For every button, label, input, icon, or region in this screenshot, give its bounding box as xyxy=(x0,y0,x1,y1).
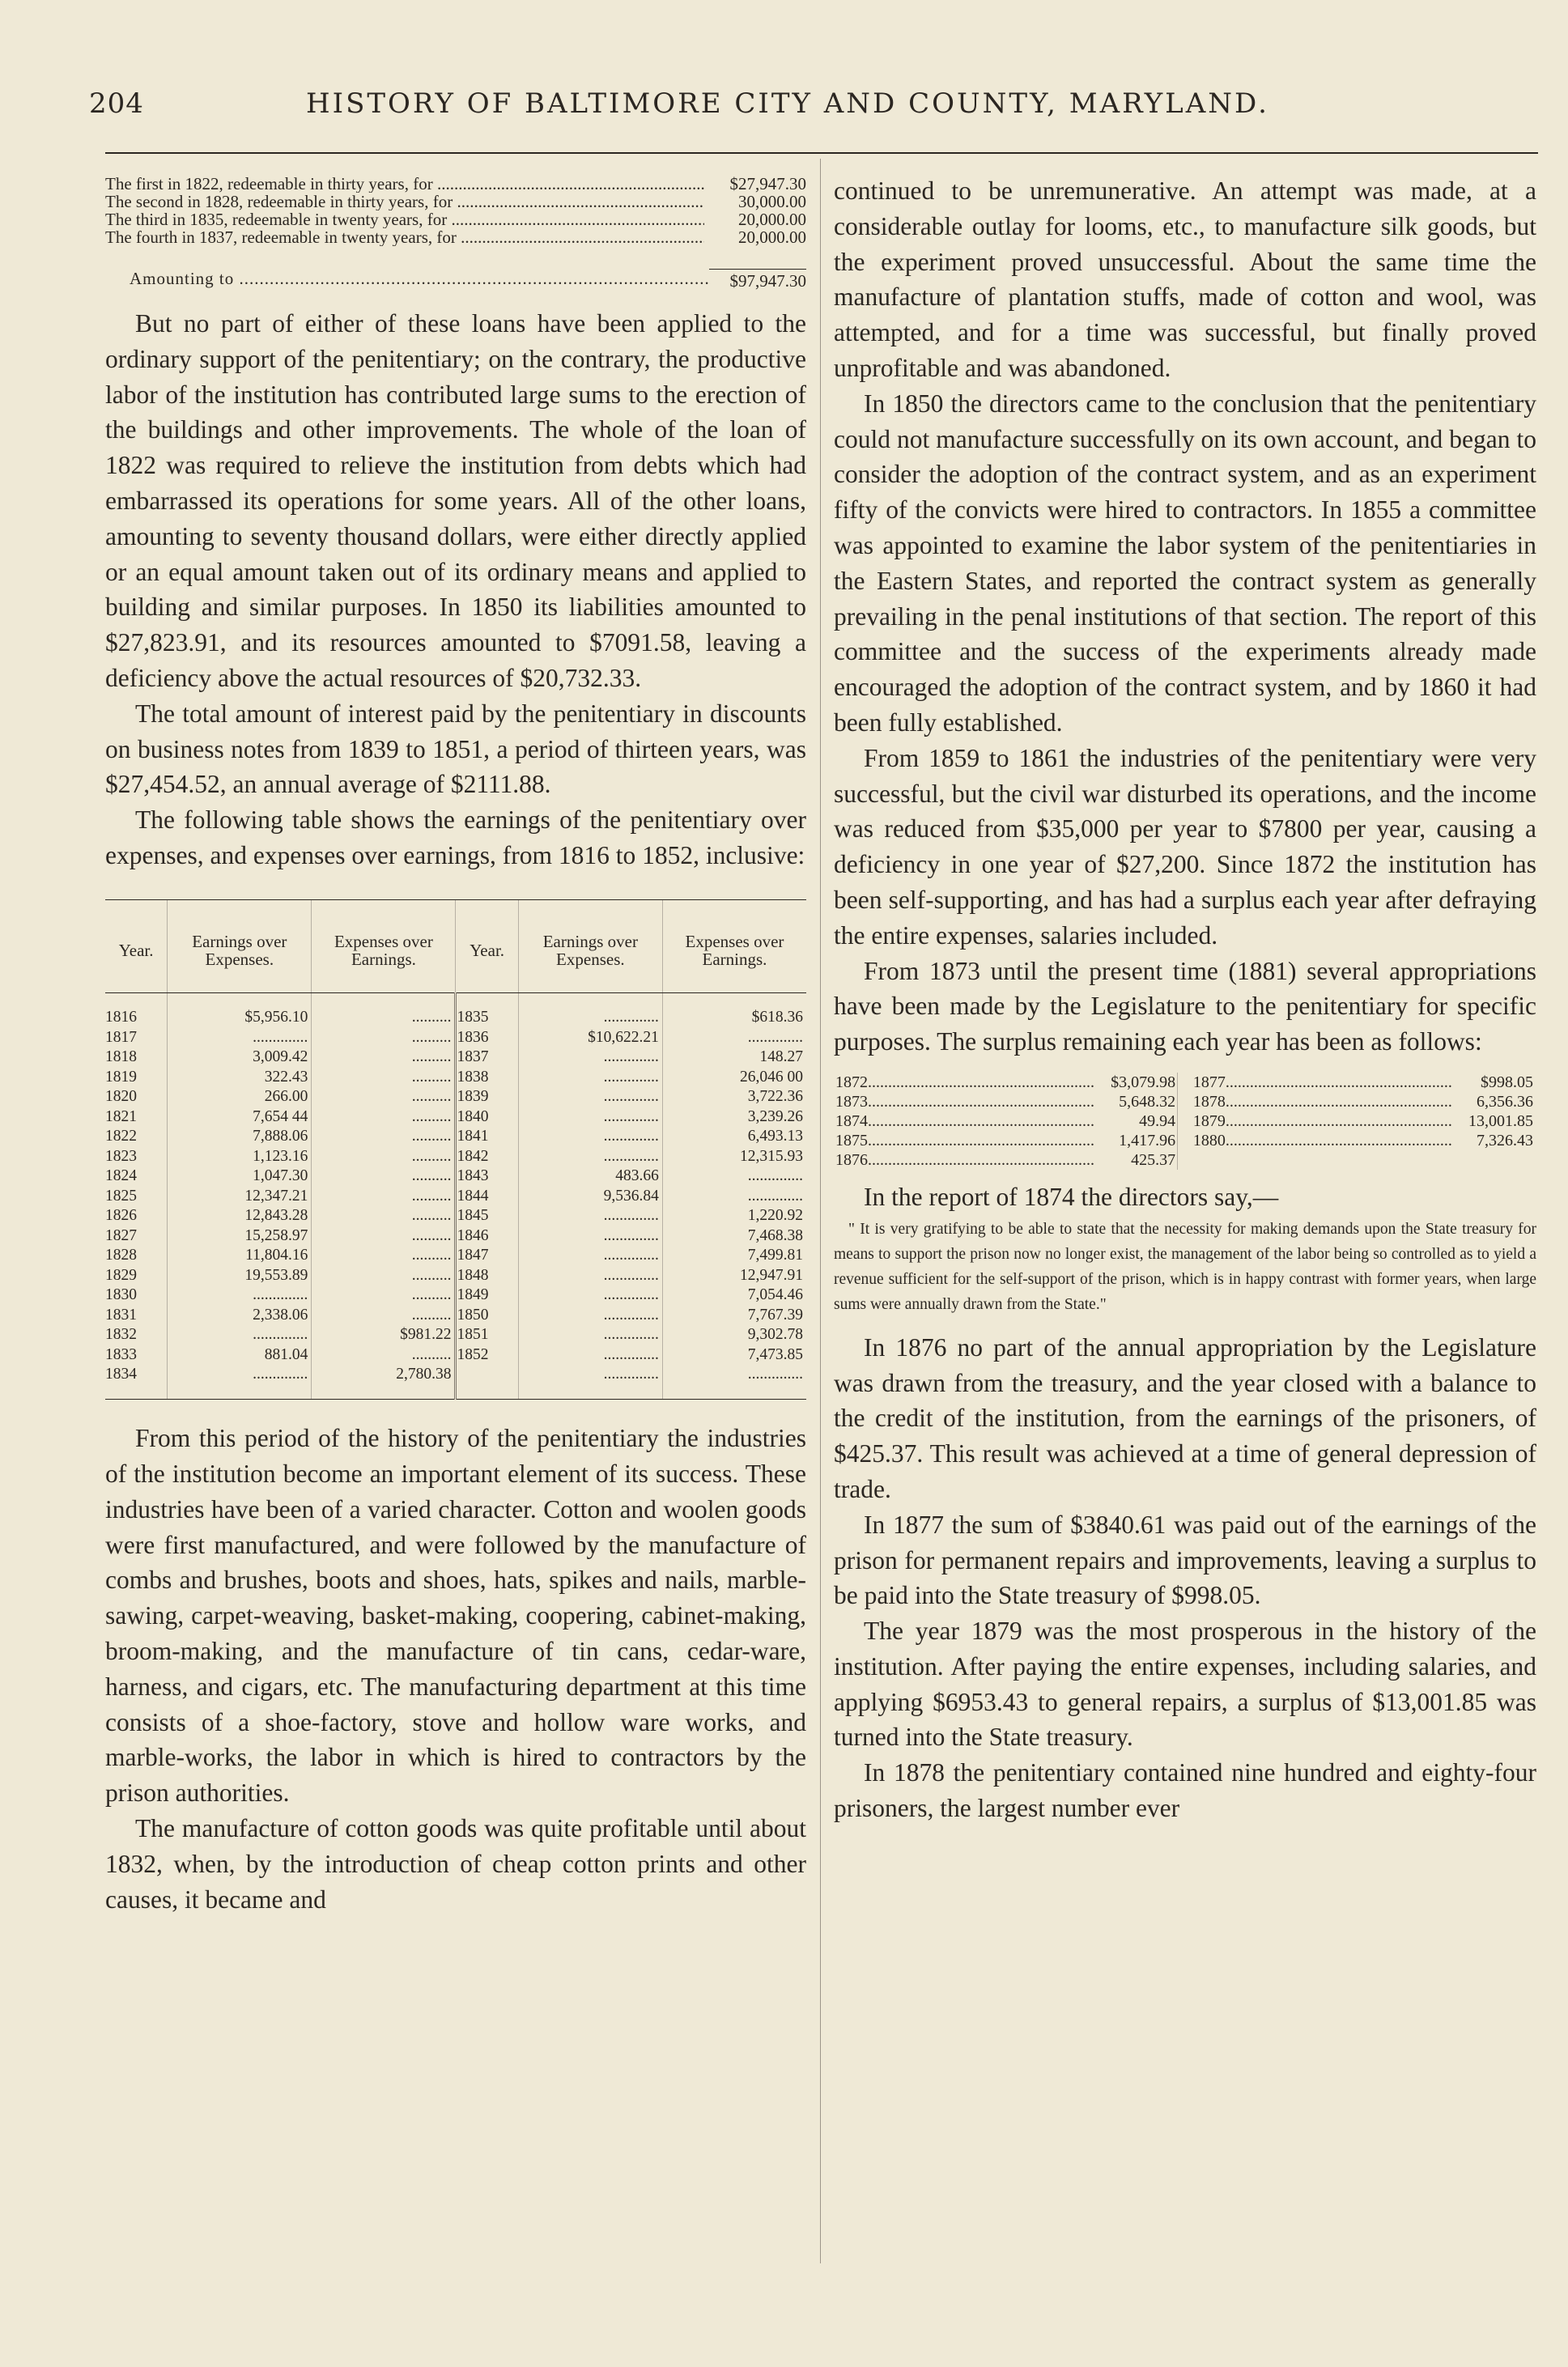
year-cell: 1841 xyxy=(456,1127,518,1147)
paragraph: But no part of either of these loans have been applied to the ordinary support of the penitentiary; on the contrary, the productive labor of the institution has contributed large sums to the erection of the buildings and other improvements. The whole of the loan of 1822 was required to relieve the institution from debts which had embarrassed its operations for some years. All of the other loans, amounting to seventy thousand dollars, were either directly applied or an equal amount taken out of its ordinary means and applied to building and similar purposes. In 1850 its liabilities amounted to $27,823.91, and its resources amounted to $7091.58, leaving a deficiency above the actual resources of $20,732.33. xyxy=(105,309,806,692)
expenses-cell: .......... xyxy=(312,1087,456,1107)
table-row xyxy=(105,1186,806,1206)
expenses-cell: .......... xyxy=(312,1067,456,1087)
year-cell: 1850 xyxy=(456,1305,518,1325)
expenses-cell: 7,473.85 xyxy=(662,1345,806,1365)
year-cell: 1843 xyxy=(456,1167,518,1187)
right-body-text-2 xyxy=(834,1179,1536,1215)
expenses-cell: $981.22 xyxy=(312,1325,456,1345)
paragraph: From this period of the history of the penitentiary the industries of the institution become an important element of its success. These industries have been of a varied character. Cotton and woolen goods were first manufactured, and were followed by the manufacture of combs and brushes, boots and shoes, hats, spikes and nails, marble-sawing, carpet-weaving, basket-making, coopering, cabinet-making, broom-making, and the manufacture of tin cans, cedar-ware, harness, and cigars, etc. The manufacturing department at this time consists of a shoe-factory, stove and hollow ware works, and marble-works, the labor in which is hired to contractors by the prison authorities. xyxy=(105,1424,806,1808)
surplus-year-cell: 1877 ..... xyxy=(1192,1073,1464,1092)
expenses-cell: 3,239.26 xyxy=(662,1107,806,1127)
column-divider xyxy=(820,159,821,2263)
col-header-expenses: Expenses over Earnings. xyxy=(662,899,806,992)
expenses-cell: .......... xyxy=(312,1127,456,1147)
table-row xyxy=(105,1127,806,1147)
earnings-table-body xyxy=(105,992,806,1400)
year-cell: 1828 xyxy=(105,1247,137,1264)
table-row xyxy=(105,1345,806,1365)
year-cell: 1818 xyxy=(105,1048,137,1065)
paragraph: From 1859 to 1861 the industries of the penitentiary were very successful, but the civil war disturbed its operations, and the income was reduced from $35,000 per year to $7800 per year, causing a deficiency in one year of $27,200. Since 1872 the institution has been self-supporting, and has had a surplus each year after defraying the entire expenses, salaries included. xyxy=(834,743,1536,950)
year-cell: 1819 xyxy=(105,1068,137,1086)
loan-amount: 30,000.00 xyxy=(738,192,806,211)
expenses-cell: .......... xyxy=(312,1027,456,1048)
surplus-amount-cell: 13,001.85 xyxy=(1468,1111,1533,1130)
year-cell: 1825 xyxy=(105,1187,137,1205)
paragraph: In 1877 the sum of $3840.61 was paid out of the earnings of the prison for permanent repairs and improvements, leaving a surplus to be paid into the State treasury of $998.05. xyxy=(834,1510,1536,1610)
earnings-cell: .............. xyxy=(518,1265,662,1285)
earnings-cell: .............. xyxy=(518,1067,662,1087)
loan-row xyxy=(105,193,806,210)
right-column xyxy=(834,162,1536,1826)
surplus-amount-cell xyxy=(1464,1150,1535,1170)
year-cell: 1833 xyxy=(105,1345,137,1363)
col-header-earnings: Earnings over Expenses. xyxy=(168,899,312,992)
table-row xyxy=(105,1365,806,1400)
paragraph: In the report of 1874 the directors say,— xyxy=(864,1182,1279,1211)
header-rule xyxy=(105,152,1538,154)
year-cell: 1832 xyxy=(105,1326,137,1343)
loan-desc: The first in 1822, redeemable in thirty years, for ..... xyxy=(105,175,704,193)
year-cell: 1836 xyxy=(456,1027,518,1048)
col-header-year: Year. xyxy=(105,899,168,992)
earnings-cell: .............. xyxy=(518,1305,662,1325)
expenses-cell: 3,722.36 xyxy=(662,1087,806,1107)
table-row xyxy=(105,1167,806,1187)
table-row xyxy=(834,1131,1535,1150)
expenses-cell: .............. xyxy=(662,1027,806,1048)
surplus-amount-cell: $998.05 xyxy=(1481,1073,1533,1091)
year-cell: 1838 xyxy=(456,1067,518,1087)
earnings-cell: .............. xyxy=(518,992,662,1027)
surplus-amount-cell: 425.37 xyxy=(1131,1150,1176,1169)
surplus-amount-cell: $3,079.98 xyxy=(1111,1073,1176,1091)
left-column xyxy=(105,162,806,1917)
earnings-cell: .............. xyxy=(518,1206,662,1226)
table-row xyxy=(105,1087,806,1107)
loan-total xyxy=(105,269,806,291)
expenses-cell: .......... xyxy=(312,1345,456,1365)
year-cell: 1849 xyxy=(456,1285,518,1306)
loan-amount: 20,000.00 xyxy=(738,227,806,247)
earnings-cell: .............. xyxy=(518,1107,662,1127)
year-cell: 1817 xyxy=(105,1028,137,1046)
loan-row xyxy=(105,228,806,246)
year-cell: 1821 xyxy=(105,1107,137,1125)
earnings-cell: .............. xyxy=(518,1226,662,1246)
expenses-cell: .......... xyxy=(312,1246,456,1266)
expenses-cell: .......... xyxy=(312,1048,456,1068)
surplus-table xyxy=(834,1073,1535,1170)
surplus-year-cell: 1879 ..... xyxy=(1192,1111,1464,1131)
table-row xyxy=(105,1107,806,1127)
surplus-year-cell: 1878 ..... xyxy=(1192,1092,1464,1111)
year-cell: 1834 xyxy=(105,1365,168,1400)
page-header xyxy=(89,87,1530,128)
right-body-text-3 xyxy=(834,1330,1536,1826)
loan-row xyxy=(105,210,806,228)
expenses-cell: .............. xyxy=(662,1365,806,1400)
paragraph: From 1873 until the present time (1881) several appropriations have been made by the Legislature to the penitentiary for specific purposes. The surplus remaining each year has been as follows: xyxy=(834,956,1536,1056)
surplus-year-cell: 1873 ..... xyxy=(834,1092,1107,1111)
surplus-year-cell xyxy=(1192,1150,1464,1170)
earnings-cell: 1,123.16 xyxy=(168,1146,312,1167)
column-separator xyxy=(1178,1131,1192,1150)
table-row xyxy=(105,1048,806,1068)
earnings-cell: 3,009.42 xyxy=(168,1048,312,1068)
expenses-cell: 26,046 00 xyxy=(662,1067,806,1087)
paragraph: The total amount of interest paid by the penitentiary in discounts on business notes from 1839 to 1851, a period of thirteen years, was $27,454.52, an annual average of $2111.88. xyxy=(105,699,806,799)
expenses-cell: 12,947.91 xyxy=(662,1265,806,1285)
earnings-cell: 2,338.06 xyxy=(168,1305,312,1325)
year-cell: 1852 xyxy=(456,1345,518,1365)
column-separator xyxy=(1178,1111,1192,1131)
table-row xyxy=(105,1067,806,1087)
earnings-cell: .............. xyxy=(518,1325,662,1345)
earnings-cell: .............. xyxy=(168,1325,312,1345)
table-row xyxy=(105,1246,806,1266)
surplus-year-cell: 1872 ..... xyxy=(834,1073,1107,1092)
table-row xyxy=(105,1325,806,1345)
earnings-cell: .............. xyxy=(518,1345,662,1365)
expenses-cell: .......... xyxy=(312,1206,456,1226)
earnings-cell: 9,536.84 xyxy=(518,1186,662,1206)
expenses-cell: 6,493.13 xyxy=(662,1127,806,1147)
table-row xyxy=(105,1305,806,1325)
year-cell: 1847 xyxy=(456,1246,518,1266)
loan-desc: The second in 1828, redeemable in thirty years, for ..... xyxy=(105,193,704,210)
year-cell: 1835 xyxy=(456,992,518,1027)
loan-amount: 20,000.00 xyxy=(738,210,806,229)
loan-desc: The third in 1835, redeemable in twenty years, for ..... xyxy=(105,210,704,228)
year-cell: 1827 xyxy=(105,1226,137,1244)
year-cell: 1851 xyxy=(456,1325,518,1345)
year-cell: 1829 xyxy=(105,1266,137,1284)
earnings-cell: .............. xyxy=(518,1048,662,1068)
year-cell: 1845 xyxy=(456,1206,518,1226)
surplus-amount-cell: 1,417.96 xyxy=(1119,1131,1176,1150)
table-row xyxy=(105,1027,806,1048)
earnings-cell: 1,047.30 xyxy=(168,1167,312,1187)
earnings-cell: 15,258.97 xyxy=(168,1226,312,1246)
earnings-cell: .............. xyxy=(518,1285,662,1306)
table-row xyxy=(834,1073,1535,1092)
expenses-cell: 7,499.81 xyxy=(662,1246,806,1266)
right-body-text xyxy=(834,173,1536,1060)
year-cell: 1831 xyxy=(105,1306,137,1324)
left-body-text xyxy=(105,306,806,873)
surplus-amount-cell: 7,326.43 xyxy=(1477,1131,1533,1150)
earnings-table xyxy=(105,899,806,1400)
expenses-cell: 12,315.93 xyxy=(662,1146,806,1167)
earnings-cell: 11,804.16 xyxy=(168,1246,312,1266)
table-row xyxy=(834,1150,1535,1170)
year-cell: 1837 xyxy=(456,1048,518,1068)
table-row xyxy=(834,1111,1535,1131)
expenses-cell: .............. xyxy=(662,1167,806,1187)
surplus-year-cell: 1876 ..... xyxy=(834,1150,1107,1170)
quote-block xyxy=(834,1217,1536,1317)
earnings-cell: .............. xyxy=(518,1087,662,1107)
table-row xyxy=(105,1146,806,1167)
column-separator xyxy=(1178,1092,1192,1111)
surplus-amount-cell: 6,356.36 xyxy=(1477,1092,1533,1111)
expenses-cell: .......... xyxy=(312,1107,456,1127)
year-cell: 1822 xyxy=(105,1128,137,1145)
earnings-cell: .............. xyxy=(168,1027,312,1048)
col-header-earnings: Earnings over Expenses. xyxy=(518,899,662,992)
earnings-cell: 266.00 xyxy=(168,1087,312,1107)
expenses-cell: 7,054.46 xyxy=(662,1285,806,1306)
year-cell: 1848 xyxy=(456,1265,518,1285)
surplus-year-cell: 1875 ..... xyxy=(834,1131,1107,1150)
column-separator xyxy=(1178,1073,1192,1092)
expenses-cell: .............. xyxy=(662,1186,806,1206)
year-cell: 1824 xyxy=(105,1167,137,1184)
earnings-cell: 322.43 xyxy=(168,1067,312,1087)
expenses-cell: .......... xyxy=(312,1305,456,1325)
earnings-cell: 7,888.06 xyxy=(168,1127,312,1147)
year-cell: 1816 xyxy=(105,1009,137,1026)
col-header-year: Year. xyxy=(456,899,518,992)
surplus-table-body xyxy=(834,1073,1535,1170)
paragraph: The following table shows the earnings of the penitentiary over expenses, and expenses over earnings, from 1816 to 1852, inclusive: xyxy=(105,805,806,869)
expenses-cell: .......... xyxy=(312,1226,456,1246)
loan-row xyxy=(105,175,806,193)
surplus-amount-cell: 5,648.32 xyxy=(1119,1092,1176,1111)
earnings-cell: 7,654 44 xyxy=(168,1107,312,1127)
earnings-cell: 12,843.28 xyxy=(168,1206,312,1226)
year-cell: 1820 xyxy=(105,1088,137,1105)
earnings-cell: .............. xyxy=(518,1246,662,1266)
expenses-cell: .......... xyxy=(312,992,456,1027)
paragraph: In 1850 the directors came to the conclusion that the penitentiary could not manufacture successfully on its own account, and began to consider the adoption of the contract system, and as an experiment fifty of the convicts were hired to contractors. In 1855 a committee was appointed to examine the labor system of the penitentiaries in the Eastern States, and reported the contract system as generally prevailing in the penal institutions of that section. The report of this committee and the success of the experiments already made encouraged the adoption of the contract system, and by 1860 it had been fully established. xyxy=(834,389,1536,737)
expenses-cell: .......... xyxy=(312,1285,456,1306)
column-separator xyxy=(1178,1150,1192,1170)
page-number: 204 xyxy=(89,87,144,120)
surplus-year-cell: 1880 ..... xyxy=(1192,1131,1464,1150)
paragraph: In 1876 no part of the annual appropriation by the Legislature was drawn from the treasury, and the year closed with a balance to the credit of the institution, from the earnings of the prisoners, of $425.37. This result was achieved at a time of general depression of trade. xyxy=(834,1332,1536,1503)
col-header-expenses: Expenses over Earnings. xyxy=(312,899,456,992)
surplus-year-cell: 1874 ..... xyxy=(834,1111,1107,1131)
earnings-cell: .............. xyxy=(518,1146,662,1167)
loan-list xyxy=(105,175,806,246)
table-row xyxy=(105,1206,806,1226)
earnings-cell: 12,347.21 xyxy=(168,1186,312,1206)
paragraph: The year 1879 was the most prosperous in the history of the institution. After paying the entire expenses, including salaries, and applying $6953.43 to general repairs, a surplus of $13,001.85 was turned into the State treasury. xyxy=(834,1617,1536,1752)
paragraph: The manufacture of cotton goods was quite profitable until about 1832, when, by the introduction of cheap cotton prints and other causes, it became and xyxy=(105,1814,806,1914)
expenses-cell: 7,767.39 xyxy=(662,1305,806,1325)
earnings-cell: .............. xyxy=(518,1127,662,1147)
year-cell: 1840 xyxy=(456,1107,518,1127)
expenses-cell: .......... xyxy=(312,1186,456,1206)
earnings-cell: 483.66 xyxy=(518,1167,662,1187)
year-cell: 1844 xyxy=(456,1186,518,1206)
year-cell xyxy=(456,1365,518,1400)
paragraph: In 1878 the penitentiary contained nine hundred and eighty-four prisoners, the largest number ever xyxy=(834,1758,1536,1823)
left-body-text-2 xyxy=(105,1421,806,1917)
expenses-cell: .......... xyxy=(312,1146,456,1167)
loan-desc: The fourth in 1837, redeemable in twenty years, for ..... xyxy=(105,228,704,246)
earnings-cell: 881.04 xyxy=(168,1345,312,1365)
loan-amount: $27,947.30 xyxy=(729,174,806,193)
year-cell: 1842 xyxy=(456,1146,518,1167)
year-cell: 1830 xyxy=(105,1286,137,1303)
year-cell: 1823 xyxy=(105,1147,137,1165)
paragraph: continued to be unremunerative. An attempt was made, at a considerable outlay for looms, etc., to manufacture silk goods, but the experiment proved unsuccessful. About the same time the manufacture of plantation stuffs, made of cotton and wool, was attempted, and for a time was successful, but finally proved unprofitable and was abandoned. xyxy=(834,176,1536,382)
surplus-amount-cell: 49.94 xyxy=(1139,1111,1176,1130)
table-row xyxy=(105,1285,806,1306)
earnings-cell: .............. xyxy=(168,1285,312,1306)
expenses-cell: 2,780.38 xyxy=(312,1365,456,1400)
expenses-cell: 9,302.78 xyxy=(662,1325,806,1345)
earnings-cell: .............. xyxy=(518,1365,662,1400)
expenses-cell: .......... xyxy=(312,1265,456,1285)
earnings-cell: .............. xyxy=(168,1365,312,1400)
table-row xyxy=(105,1226,806,1246)
expenses-cell: 7,468.38 xyxy=(662,1226,806,1246)
quote-text: " It is very gratifying to be able to state that the necessity for making demands upon the State treasury for means to support the prison now no longer exist, the management of the labor being so controlled as to yield a revenue sufficient for the self-support of the prison, which is in happy contrast with former years, when large sums were annually drawn from the State." xyxy=(834,1220,1536,1313)
year-cell: 1826 xyxy=(105,1207,137,1224)
loan-total-amount: $97,947.30 xyxy=(709,269,806,291)
table-row xyxy=(105,1265,806,1285)
year-cell: 1846 xyxy=(456,1226,518,1246)
expenses-cell: $618.36 xyxy=(662,992,806,1027)
loan-total-label: Amounting to ..... xyxy=(105,269,709,291)
expenses-cell: .......... xyxy=(312,1167,456,1187)
table-header-row xyxy=(105,899,806,992)
table-row xyxy=(834,1092,1535,1111)
year-cell: 1839 xyxy=(456,1087,518,1107)
running-title: HISTORY OF BALTIMORE CITY AND COUNTY, MARYLAND. xyxy=(306,87,1269,120)
table-row xyxy=(105,992,806,1027)
earnings-cell: 19,553.89 xyxy=(168,1265,312,1285)
expenses-cell: 1,220.92 xyxy=(662,1206,806,1226)
earnings-cell: $5,956.10 xyxy=(168,992,312,1027)
earnings-cell: $10,622.21 xyxy=(518,1027,662,1048)
expenses-cell: 148.27 xyxy=(662,1048,806,1068)
